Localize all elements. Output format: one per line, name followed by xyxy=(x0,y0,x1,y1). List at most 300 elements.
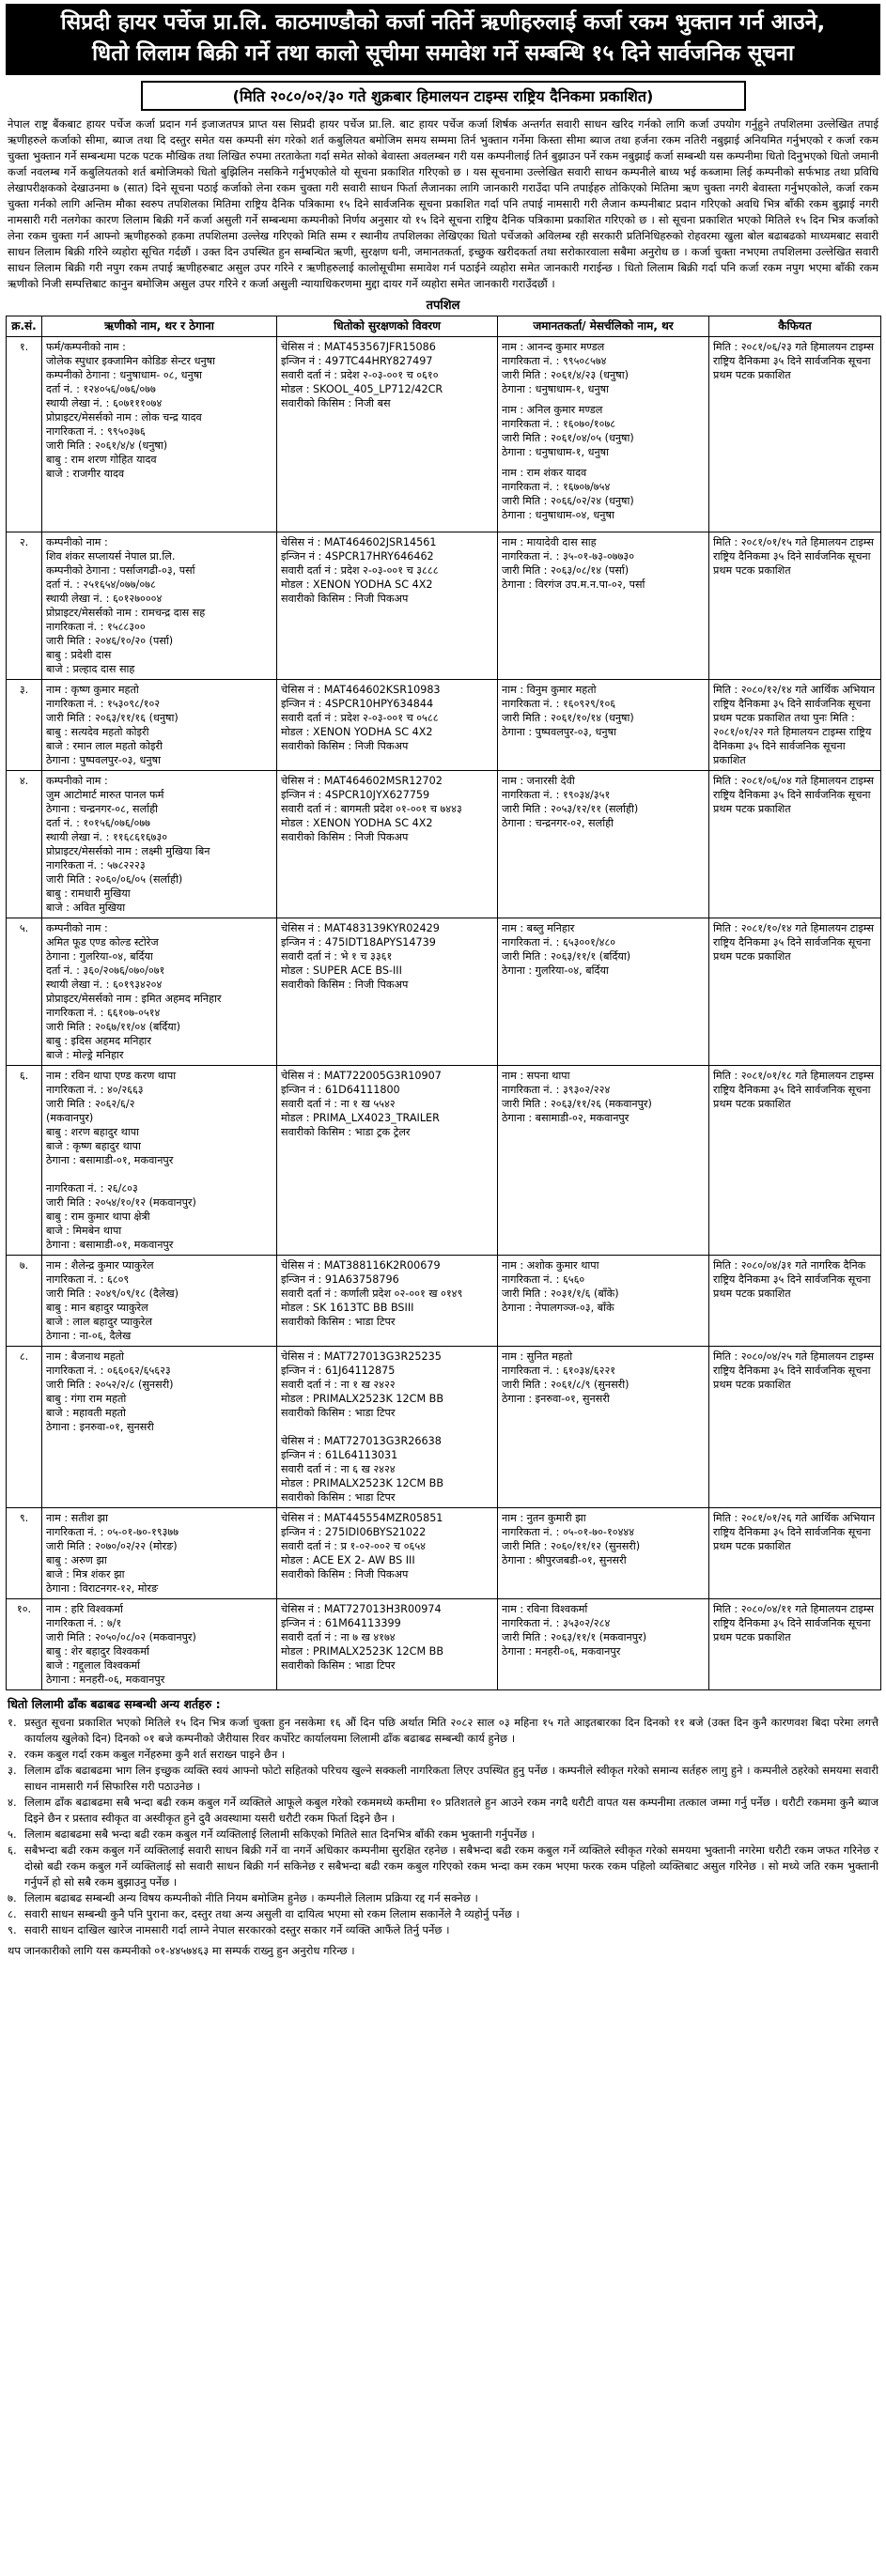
condition-text: सबैभन्दा बढी रकम कबुल गर्ने व्यक्तिलाई सवारी साधन बिक्री गर्ने वा नगर्ने अधिकार कम्पनीमा सुरक्षित रहनेछ । सबैभन्दा बढी रकम कबुल गर्ने व्यक्तिले स्वीकृत गरेको समयमा भुक्तानी नगरेमा धरौटी रकम जफत गरिनेछ र दोस्रो बढी रकम कबुल गर्ने व्यक्तिलाई सो सवारी साधन बिक्री गर्न सकिनेछ र सबैभन्दा बढी रकम कबुल गरिएको रकम भन्दा कम रकम भएमा फरक रकम पहिलो व्यक्तिबाट असुल गरिनेछ । सो मध्ये जति रकम भुक्तानी गर्नुपर्ने हो सो सबै रकम बुझाउनु पर्नेछ । xyxy=(24,1843,878,1889)
collateral-line: इन्जिन नं : 4SPCR10JYX627759 xyxy=(281,789,430,801)
guarantor-line: नागरिकता नं. : १९०३४/३५१ xyxy=(502,789,611,801)
row-serial-number: १. xyxy=(7,337,42,532)
borrower-line: बाबु : सत्यदेव महतो कोइरी xyxy=(46,726,149,738)
row-serial-number: ७. xyxy=(7,1256,42,1347)
guarantor-line: ठेगाना : धनुषाधाम-१, धनुषा xyxy=(502,446,610,458)
borrower-line: स्थायी लेखा नं. : ६०१९३४२०४ xyxy=(46,979,163,991)
collateral-line: मोडल : PRIMALX2523K 12CM BB xyxy=(281,1393,444,1405)
collateral-line: इन्जिन नं : 475IDT18APYS14739 xyxy=(281,936,436,949)
condition-item xyxy=(8,1827,878,1843)
condition-number: २. xyxy=(8,1748,17,1761)
condition-number: ९. xyxy=(8,1923,17,1936)
guarantor-cell xyxy=(498,918,709,1066)
guarantor-line: नागरिकता नं. : ६५३००१/४८० xyxy=(502,936,616,949)
collateral-line: सवारीको किसिम : भाडा टिपर xyxy=(281,1407,396,1419)
table-row xyxy=(7,1066,881,1256)
borrower-cell xyxy=(42,1066,277,1256)
borrower-line: नागरिकता नं. : ६६१०७-०५१४ xyxy=(46,1007,161,1019)
borrower-line xyxy=(46,1167,272,1181)
borrower-line: बाजे : मिमबेन थापा xyxy=(46,1225,122,1237)
guarantor-line: जारी मिति : २०६६/०२/२४ (धनुषा) xyxy=(502,495,634,507)
collateral-line: इन्जिन नं : 61L64113031 xyxy=(281,1449,398,1461)
remarks-cell: मिति : २०८१/१०/१४ गते हिमालयन टाइम्स राष्ट्रिय दैनिकमा ३५ दिने सार्वजनिक सूचना प्रथम पटक प्रकाशित xyxy=(709,918,881,1066)
collateral-line xyxy=(281,1420,493,1434)
borrower-line: कम्पनीको ठेगाना : पर्साजगढी-०३, पर्सा xyxy=(46,564,195,577)
condition-text: लिलाम बढाबढमा सबै भन्दा बढी रकम कबुल गर्ने व्यक्तिलाई लिलामी सकिएको मितिले सात दिनभित्र बाँकी रकम भुक्तानी गर्नुपर्नेछ । xyxy=(24,1828,536,1841)
guarantor-line: नागरिकता नं. : १६०९२९/१०६ xyxy=(502,698,616,710)
condition-text: सवारी साधन सम्बन्धी कुनै पनि पुराना कर, दस्तुर तथा अन्य असुली वा दायित्व भएमा सो रकम लिलाम सकार्नेले नै व्यहोर्नु पर्नेछ । xyxy=(24,1907,520,1920)
row-serial-number: ४. xyxy=(7,771,42,918)
borrower-line: नागरिकता नं. : १५३०९८/१०२ xyxy=(46,698,161,710)
details-table xyxy=(6,316,881,1690)
table-row xyxy=(7,680,881,771)
guarantor-block xyxy=(502,1350,705,1406)
borrower-cell xyxy=(42,771,277,918)
borrower-line: ठेगाना : चन्द्रनगर-०८, सर्लाही xyxy=(46,803,158,815)
guarantor-cell xyxy=(498,1256,709,1347)
borrower-line: जारी मिति : २०५२/२/८ (सुनसरी) xyxy=(46,1379,174,1391)
guarantor-line: जारी मिति : २०५३/१२/११ (सर्लाही) xyxy=(502,803,639,815)
guarantor-line: नाम : विनुम कुमार महतो xyxy=(502,684,597,696)
guarantor-block xyxy=(502,774,705,830)
collateral-line: चेसिस नं : MAT722005G3R10907 xyxy=(281,1070,442,1082)
col-header-guarantor: जमानतकर्ता/ मेसर्चलिको नाम, थर xyxy=(498,316,709,337)
table-row xyxy=(7,1347,881,1508)
table-header-row xyxy=(7,316,881,337)
collateral-line: इन्जिन नं : 497TC44HRY827497 xyxy=(281,355,433,367)
collateral-line: इन्जिन नं : 4SPCR17HRY646462 xyxy=(281,550,434,563)
collateral-line: सवारी दर्ता नं : प्रदेश २-०३-००१ च ०६१० xyxy=(281,369,439,381)
condition-item xyxy=(8,1843,878,1890)
collateral-line: इन्जिन नं : 275IDI06BYS21022 xyxy=(281,1526,427,1538)
condition-number: ८. xyxy=(8,1907,17,1920)
borrower-line: (मकवानपुर) xyxy=(46,1112,94,1124)
borrower-cell xyxy=(42,680,277,771)
collateral-line: चेसिस नं : MAT464602JSR14561 xyxy=(281,536,437,548)
borrower-line: बाबु : राम कुमार थापा क्षेत्री xyxy=(46,1211,150,1223)
collateral-line: चेसिस नं : MAT727013G3R26638 xyxy=(281,1435,442,1447)
collateral-line: सवारीको किसिम : भाडा टिपर xyxy=(281,1659,396,1672)
borrower-line: स्थायी लेखा नं. : ६०१२७०००४ xyxy=(46,593,163,605)
header-line-1: सिप्रदी हायर पर्चेज प्रा.लि. काठमाण्डौको कर्जा नतिर्ने ऋणीहरुलाई कर्जा रकम भुक्तान गर्न आउने, xyxy=(60,10,826,35)
collateral-line: सवारीको किसिम : भाडा टिपर xyxy=(281,1316,396,1328)
guarantor-line: ठेगाना : इनरुवा-०१, सुनसरी xyxy=(502,1393,610,1405)
guarantor-line: जारी मिति : २०६१/४/२३ (धनुषा) xyxy=(502,369,629,381)
condition-text: लिलाम ढाँक बढाबढमा सबै भन्दा बढी रकम कबुल गर्ने व्यक्तिले आफूले कबुल गरेको रकममध्ये कम्तीमा १० प्रतिशतले हुन आउने रकम नगदै धरौटी वापत यस कम्पनीमा तत्काल जम्मा गर्नु पर्नेछ । धरौटी रकममा कुनै ब्याज दिइने छैन र प्रस्ताव स्वीकृत वा अस्वीकृत हुने दुवै अवस्थामा यसरी धरौटी रकम फिर्ता दिइने छैन । xyxy=(24,1796,878,1825)
borrower-line: ठेगाना : बसामाडी-०१, मकवानपुर xyxy=(46,1239,174,1251)
collateral-line: इन्जिन नं : 4SPCR10HPY634844 xyxy=(281,698,434,710)
guarantor-line: नाम : नुतन कुमारी झा xyxy=(502,1512,586,1524)
guarantor-cell xyxy=(498,771,709,918)
guarantor-line: ठेगाना : धनुषाधाम-०४, धनुषा xyxy=(502,509,614,521)
guarantor-block xyxy=(502,1069,705,1125)
guarantor-block xyxy=(502,921,705,978)
collateral-line: चेसिस नं : MAT464602KSR10983 xyxy=(281,684,441,696)
guarantor-line: नाम : अशोक कुमार थापा xyxy=(502,1259,599,1272)
collateral-line: सवारीको किसिम : निजी पिकअप xyxy=(281,1568,409,1581)
borrower-line: बाबु : शेर बहादुर विश्वकर्मा xyxy=(46,1645,149,1658)
collateral-line: इन्जिन नं : 61J64112875 xyxy=(281,1365,396,1377)
table-row xyxy=(7,918,881,1066)
borrower-line: बाजे : महावती महतो xyxy=(46,1407,126,1419)
guarantor-line: जारी मिति : २०६१/०४/०५ (धनुषा) xyxy=(502,432,634,444)
borrower-line: प्रोप्राइटर/मेसर्सको नाम : रामचन्द्र दास सह xyxy=(46,607,206,619)
borrower-line: बाबु : मान बहादुर प्याकुरेल xyxy=(46,1302,148,1314)
borrower-line: बाजे : राजगीर यादव xyxy=(46,468,125,480)
borrower-line: दर्ता नं. : १२४०५६/०७६/०७७ xyxy=(46,383,156,395)
condition-text: प्रस्तुत सूचना प्रकाशित भएको मितिले १५ दिन भित्र कर्जा चुक्ता हुन नसकेमा १६ औं दिन पछि अर्थात मिति २०८२ साल ०३ महिना १५ गते आइतबारका दिन दिनको ११ बजे (उक्त दिन कुनै कारणवश बिदा परेमा लगत्तै कार्यालय खुलेको दिन) दिनको ०१ बजे कम्पनीको जैरीयास रिवर कर्पोरेट कार्यालयमा लिलामी ढाँक बढाबढ सम्बन्धी कार्य हुनेछ । xyxy=(24,1716,878,1745)
collateral-cell xyxy=(277,532,498,680)
guarantor-line: नाम : जनारसी देवी xyxy=(502,775,575,787)
borrower-line: बाबु : अरुण झा xyxy=(46,1554,107,1566)
condition-number: १. xyxy=(8,1716,17,1729)
borrower-line: बाबु : गंगा राम महतो xyxy=(46,1393,127,1405)
condition-text: लिलाम ढाँक बढाबढमा भाग लिन इच्छुक व्यक्ति स्वयं आफ्नो फोटो सहितको परिचय खुल्ने सक्कली नागरिकता लिएर उपस्थित हुनु पर्नेछ । कम्पनीले स्वीकृत गरेको समान्य सर्तहरु लागु हुने । कम्पनीले ठहरेको समयमा सवारी साधन नामसारी गर्न सिफारिस गरी पठाउनेछ । xyxy=(24,1764,878,1793)
borrower-line: बाबु : रामधारी मुखिया xyxy=(46,887,131,900)
guarantor-block xyxy=(502,403,705,459)
borrower-line: कम्पनीको नाम : xyxy=(46,922,108,934)
condition-text: लिलाम बढाबढ सम्बन्धी अन्य विषय कम्पनीको नीति नियम बमोजिम हुनेछ । कम्पनीले लिलाम प्रक्रिया रद्द गर्न सक्नेछ । xyxy=(24,1891,478,1905)
col-header-sn: क्र.सं. xyxy=(7,316,42,337)
remarks-cell: मिति : २०८१/०६/२३ गते हिमालयन टाइम्स राष्ट्रिय दैनिकमा ३५ दिने सार्वजनिक सूचना प्रथम पटक प्रकाशित xyxy=(709,337,881,532)
borrower-line: बाजे : मोल्ड्रे मनिहार xyxy=(46,1049,124,1061)
borrower-line: शिव शंकर सप्लायर्स नेपाल प्रा.लि. xyxy=(46,550,176,563)
borrower-line: जारी मिति : २०५०/०८/०२ (मकवानपुर) xyxy=(46,1631,196,1643)
row-serial-number: ९. xyxy=(7,1508,42,1599)
borrower-cell xyxy=(42,1347,277,1508)
collateral-line: सवारीको किसिम : निजी पिकअप xyxy=(281,979,409,991)
guarantor-line: जारी मिति : २०६३/११/१ (मकवानपुर) xyxy=(502,1631,647,1643)
guarantor-cell xyxy=(498,532,709,680)
borrower-line: दर्ता नं. : २५१६५४/०७७/०७८ xyxy=(46,578,156,591)
collateral-line: मोडल : SUPER ACE BS-III xyxy=(281,964,402,977)
guarantor-line: नागरिकता नं. : ३९३०२/२२४ xyxy=(502,1084,611,1096)
remarks-cell: मिति : २०८१/०१/१८ गते हिमालयन टाइम्स राष्ट्रिय दैनिकमा ३५ दिने सार्वजनिक सूचना प्रथम पटक प्रकाशित xyxy=(709,1066,881,1256)
collateral-line: सवारीको किसिम : भाडा टिपर xyxy=(281,1491,396,1504)
footer-contact: थप जानकारीको लागि यस कम्पनीको ०१-४४५७४६३ मा सम्पर्क राख्नु हुन अनुरोध गरिन्छ । xyxy=(8,1944,355,1957)
collateral-cell xyxy=(277,1508,498,1599)
guarantor-line: नागरिकता नं. : ६१०३४/६२२१ xyxy=(502,1365,616,1377)
col-header-collateral: धितोको सुरक्षणको विवरण xyxy=(277,316,498,337)
borrower-line: दर्ता नं. : ३६०/२०७६/०७०/०७१ xyxy=(46,964,165,977)
borrower-line: ठेगाना : विराटनगर-१२, मोरङ xyxy=(46,1582,159,1595)
borrower-line: बाजे : अवित मुखिया xyxy=(46,902,126,914)
borrower-line: कम्पनीको नाम : xyxy=(46,775,108,787)
borrower-line: जारी मिति : २०६७/११/०४ (बर्दिया) xyxy=(46,1021,180,1033)
collateral-cell xyxy=(277,1347,498,1508)
guarantor-cell xyxy=(498,1347,709,1508)
guarantor-block xyxy=(502,340,705,396)
guarantor-line: ठेगाना : धनुषाधाम-१, धनुषा xyxy=(502,383,610,395)
col-header-borrower: ऋणीको नाम, थर र ठेगाना xyxy=(42,316,277,337)
borrower-line: नागरिकता नं. : ९९५०३७६ xyxy=(46,425,146,438)
borrower-line: ठेगाना : ना-०६, दैलेख xyxy=(46,1330,132,1342)
collateral-line: चेसिस नं : MAT464602MSR12702 xyxy=(281,775,443,787)
borrower-line: कम्पनीको ठेगाना : धनुषाधाम- ०८, धनुषा xyxy=(46,369,203,381)
guarantor-line: जारी मिति : २०६३/०८/१४ (पर्सा) xyxy=(502,564,630,577)
collateral-line: सवारी दर्ता नं : भे १ च ३३६१ xyxy=(281,950,393,963)
guarantor-block xyxy=(502,1258,705,1315)
guarantor-line: नागरिकता नं. : १६७०७/७५४ xyxy=(502,481,611,493)
collateral-line: सवारी दर्ता नं : ना ६ ख २४२४ xyxy=(281,1463,396,1475)
guarantor-cell xyxy=(498,1508,709,1599)
collateral-line: मोडल : SKOOL_405_LP712/42CR xyxy=(281,383,443,395)
guarantor-line: ठेगाना : गुलरिया-०४, बर्दिया xyxy=(502,964,609,977)
row-serial-number: ३. xyxy=(7,680,42,771)
guarantor-line: नागरिकता नं. : ६५६० xyxy=(502,1273,585,1286)
guarantor-line: नागरिकता नं. : ९९५०८५७४ xyxy=(502,355,607,367)
remarks-cell: मिति : २०८०/०४/११ गते हिमालयन टाइम्स राष्ट्रिय दैनिकमा ३५ दिने सार्वजनिक सूचना प्रथम पटक प्रकाशित xyxy=(709,1599,881,1690)
borrower-line: जुम आटोमार्ट मारुत पानल फर्म xyxy=(46,789,164,801)
condition-number: ७. xyxy=(8,1891,17,1905)
borrower-line: प्रोप्राइटर/मेसर्सको नाम : लक्ष्मी मुखिया बिन xyxy=(46,845,210,857)
table-body xyxy=(7,337,881,1690)
guarantor-block xyxy=(502,1602,705,1658)
borrower-line: नागरिकता नं. : २६/८०३ xyxy=(46,1182,138,1195)
borrower-line: जारी मिति : २०६०/०६/०५ (सर्लाही) xyxy=(46,873,183,886)
collateral-line: चेसिस नं : MAT727013G3R25235 xyxy=(281,1350,442,1363)
collateral-cell xyxy=(277,680,498,771)
collateral-cell xyxy=(277,1066,498,1256)
collateral-cell xyxy=(277,1256,498,1347)
collateral-cell xyxy=(277,1599,498,1690)
notice-header xyxy=(6,4,880,75)
borrower-line: जारी मिति : २०६२/६/२ xyxy=(46,1098,135,1110)
guarantor-line: ठेगाना : चन्द्रनगर-०२, सर्लाही xyxy=(502,817,614,829)
table-row xyxy=(7,1599,881,1690)
borrower-line: जोलेक स्पुधार इक्जामिन कोडिङ सेन्टर धनुषा xyxy=(46,355,216,367)
borrower-cell xyxy=(42,1599,277,1690)
condition-number: ६. xyxy=(8,1843,17,1857)
borrower-line: फर्म/कम्पनीको नाम : xyxy=(46,341,126,353)
remarks-cell: मिति : २०८१/०१/१५ गते हिमालयन टाइम्स राष्ट्रिय दैनिकमा ३५ दिने सार्वजनिक सूचना प्रथम पटक प्रकाशित xyxy=(709,532,881,680)
borrower-line: ठेगाना : गुलरिया-०४, बर्दिया xyxy=(46,950,153,963)
collateral-line: सवारी दर्ता नं : प्रदेश २-०३-००१ च ०५८८ xyxy=(281,712,439,724)
condition-text: सवारी साधन दाखिल खारेज नामसारी गर्दा लाग्ने नेपाल सरकारको दस्तुर सकार गर्ने व्यक्ति आफैंले तिर्नु पर्नेछ । xyxy=(24,1923,450,1936)
guarantor-line: नाम : बब्लु मनिहार xyxy=(502,922,575,934)
header-line-2: धितो लिलाम बिक्री गर्ने तथा कालो सूचीमा समावेश गर्ने सम्बन्धि १५ दिने सार्वजनिक सूचना xyxy=(92,41,794,66)
guarantor-line: ठेगाना : मनहरी-०६, मकवानपुर xyxy=(502,1645,621,1658)
guarantor-line: जारी मिति : २०६१/१०/१४ (धनुषा) xyxy=(502,712,634,724)
borrower-line: बाबु : शरण बहादुर थापा xyxy=(46,1126,139,1138)
col-header-remarks: कैफियत xyxy=(709,316,881,337)
borrower-line: स्थायी लेखा नं. : ११६८६१६७३० xyxy=(46,831,168,843)
collateral-line: इन्जिन नं : 91A63758796 xyxy=(281,1273,399,1286)
borrower-cell xyxy=(42,337,277,532)
table-row xyxy=(7,1508,881,1599)
borrower-line: नाम : रविन थापा एण्ड करण थापा xyxy=(46,1070,177,1082)
remarks-cell: मिति : २०८०/०४/२५ गते हिमालयन टाइम्स राष्ट्रिय दैनिकमा ३५ दिने सार्वजनिक सूचना प्रथम पटक प्रकाशित xyxy=(709,1347,881,1508)
guarantor-cell xyxy=(498,680,709,771)
condition-item xyxy=(8,1763,878,1795)
collateral-line: सवारी दर्ता नं : ना ७ ख ४१७४ xyxy=(281,1631,396,1643)
condition-item xyxy=(8,1890,878,1906)
borrower-line: कम्पनीको नाम : xyxy=(46,536,108,548)
borrower-line: नागरिकता नं. : ४०/२६६३ xyxy=(46,1084,144,1096)
collateral-line: मोडल : XENON YODHA SC 4X2 xyxy=(281,817,433,829)
borrower-line: नागरिकता नं. : ७/१ xyxy=(46,1617,122,1629)
row-serial-number: ८. xyxy=(7,1347,42,1508)
guarantor-line: जारी मिति : २०६३/११/१ (बर्दिया) xyxy=(502,950,631,963)
table-caption: तपशिल xyxy=(426,299,460,313)
borrower-line: जारी मिति : २०६१/४/४ (धनुषा) xyxy=(46,440,168,452)
borrower-line: ठेगाना : इनरुवा-०१, सुनसरी xyxy=(46,1421,154,1433)
guarantor-line: नाम : आनन्द कुमार मण्डल xyxy=(502,341,605,353)
collateral-line: चेसिस नं : MAT453567JFR15086 xyxy=(281,341,436,353)
collateral-line: सवारीको किसिम : निजी बस xyxy=(281,397,391,409)
borrower-line: जारी मिति : २०४६/१०/२० (पर्सा) xyxy=(46,635,174,647)
guarantor-line: जारी मिति : २०३१/१/६ (बाँके) xyxy=(502,1288,619,1300)
collateral-line: सवारी दर्ता नं : बागमती प्रदेश ०१-००१ च ७४४३ xyxy=(281,803,462,815)
remarks-cell: मिति : २०८१/०१/२६ गते आर्थिक अभियान राष्ट्रिय दैनिकमा ३५ दिने सार्वजनिक सूचना प्रथम पटक प्रकाशित xyxy=(709,1508,881,1599)
guarantor-line: ठेगाना : श्रीपुरजबडी-०१, सुनसरी xyxy=(502,1554,627,1566)
borrower-line: नागरिकता नं. : १५८८३०० xyxy=(46,621,146,633)
collateral-line: मोडल : PRIMA_LX4023_TRAILER xyxy=(281,1112,440,1124)
guarantor-line: नागरिकता नं. : ३५-०१-७३-०७७३० xyxy=(502,550,635,563)
condition-item xyxy=(8,1795,878,1827)
condition-number: ४. xyxy=(8,1796,17,1809)
guarantor-line: ठेगाना : नेपालगञ्ज-०३, बाँके xyxy=(502,1302,614,1314)
borrower-line: दर्ता नं. : १०१५६/०७६/०७७ xyxy=(46,817,150,829)
borrower-line: बाजे : मित्र शंकर झा xyxy=(46,1568,125,1581)
borrower-line: जारी मिति : २०६३/११/१६ (धनुषा) xyxy=(46,712,179,724)
collateral-line: मोडल : XENON YODHA SC 4X2 xyxy=(281,578,433,591)
borrower-line: ठेगाना : पुष्पवलपुर-०३, धनुषा xyxy=(46,754,161,766)
table-row xyxy=(7,337,881,532)
guarantor-line: जारी मिति : २०६३/११/२६ (मकवानपुर) xyxy=(502,1098,652,1110)
collateral-line: मोडल : PRIMALX2523K 12CM BB xyxy=(281,1477,444,1489)
borrower-cell xyxy=(42,1508,277,1599)
borrower-line: प्रोप्राइटर/मेसर्सको नाम : इमित अहमद मनिहार xyxy=(46,993,222,1005)
collateral-line: सवारी दर्ता नं : प्र १-०२-००२ च ०६५४ xyxy=(281,1540,426,1552)
table-row xyxy=(7,532,881,680)
condition-item xyxy=(8,1922,878,1938)
borrower-line: नाम : शैलेन्द्र कुमार प्याकुरेल xyxy=(46,1259,154,1272)
collateral-cell xyxy=(277,918,498,1066)
collateral-line: चेसिस नं : MAT388116K2R00679 xyxy=(281,1259,441,1272)
borrower-cell xyxy=(42,532,277,680)
borrower-line: प्रोप्राइटर/मेसर्सको नाम : लोक चन्द्र यादव xyxy=(46,411,202,424)
row-serial-number: ५. xyxy=(7,918,42,1066)
condition-item xyxy=(8,1906,878,1922)
borrower-line: बाजे : लाल बहादुर प्याकुरेल xyxy=(46,1316,152,1328)
borrower-line: नाम : हरि विश्वकर्मा xyxy=(46,1603,123,1615)
borrower-line: नाम : सतीश झा xyxy=(46,1512,109,1524)
condition-number: ३. xyxy=(8,1764,17,1777)
collateral-line: सवारीको किसिम : निजी पिकअप xyxy=(281,593,409,605)
borrower-line: बाजे : कृष्ण बहादुर थापा xyxy=(46,1140,141,1152)
collateral-line: मोडल : SK 1613TC BB BSIII xyxy=(281,1302,414,1314)
borrower-line: बाबु : प्रदेशी दास xyxy=(46,649,112,661)
collateral-line: सवारी दर्ता नं : ना १ ख ५५४२ xyxy=(281,1098,396,1110)
collateral-line: सवारी दर्ता नं : कर्णाली प्रदेश ०२-००१ ख ०१४९ xyxy=(281,1288,463,1300)
borrower-line: जारी मिति : २०५४/१०/१२ (मकवानपुर) xyxy=(46,1196,196,1209)
remarks-cell: मिति : २०८१/०६/०४ गते हिमालयन टाइम्स राष्ट्रिय दैनिकमा ३५ दिने सार्वजनिक सूचना प्रथम पटक प्रकाशित xyxy=(709,771,881,918)
remarks-cell: मिति : २०८०/१२/१४ गते आर्थिक अभियान राष्ट्रिय दैनिकमा ३५ दिने सार्वजनिक सूचना प्रथम पटक प्रकाशित तथा पुनः मिति : २०८१/०१/२२ गते हिमालयन टाइम्स राष्ट्रिय दैनिकमा ३५ दिने सार्वजनिक सूचना प्रकाशित xyxy=(709,680,881,771)
borrower-line: बाजे : रमान लाल महतो कोइरी xyxy=(46,740,163,752)
collateral-line: चेसिस नं : MAT445554MZR05851 xyxy=(281,1512,443,1524)
row-serial-number: १०. xyxy=(7,1599,42,1690)
collateral-line: सवारीको किसिम : निजी पिकअप xyxy=(281,740,409,752)
collateral-line: मोडल : ACE EX 2- AW BS III xyxy=(281,1554,415,1566)
collateral-line: मोडल : XENON YODHA SC 4X2 xyxy=(281,726,433,738)
remarks-cell: मिति : २०८०/०४/३१ गते नागरिक दैनिक राष्ट्रिय दैनिकमा ३५ दिने सार्वजनिक सूचना प्रथम पटक प्रकाशित xyxy=(709,1256,881,1347)
guarantor-line: नागरिकता नं. : ०५-०१-७०-१०४४४ xyxy=(502,1526,635,1538)
guarantor-cell xyxy=(498,1066,709,1256)
collateral-line: चेसिस नं : MAT727013H3R00974 xyxy=(281,1603,442,1615)
guarantor-line: जारी मिति : २०६१/८/९ (सुनसरी) xyxy=(502,1379,630,1391)
borrower-line: अमित फूड एण्ड कोल्ड स्टोरेज xyxy=(46,936,159,949)
row-serial-number: २. xyxy=(7,532,42,680)
collateral-cell xyxy=(277,771,498,918)
collateral-line: इन्जिन नं : 61D64111800 xyxy=(281,1084,400,1096)
guarantor-block xyxy=(502,683,705,739)
borrower-line: नागरिकता नं. : ५७८२२२३ xyxy=(46,859,146,872)
guarantor-line: जारी मिति : २०६०/११/१२ (सुनसरी) xyxy=(502,1540,641,1552)
collateral-line: चेसिस नं : MAT483139KYR02429 xyxy=(281,922,440,934)
collateral-cell xyxy=(277,337,498,532)
row-serial-number: ६. xyxy=(7,1066,42,1256)
borrower-line: ठेगाना : मनहरी-०६, मकवानपुर xyxy=(46,1674,165,1686)
guarantor-cell xyxy=(498,337,709,532)
condition-number: ५. xyxy=(8,1828,17,1841)
guarantor-line: नाम : राम शंकर यादव xyxy=(502,467,587,479)
borrower-line: नागरिकता नं. : ६८०९ xyxy=(46,1273,130,1286)
conditions-title: धितो लिलामी ढाँक बढाबढ सम्बन्धी अन्य शर्तहरु : xyxy=(8,1697,221,1711)
collateral-line: सवारी दर्ता नं : प्रदेश २-०३-००१ च ३८८८ xyxy=(281,564,439,577)
intro-paragraph: नेपाल राष्ट्र बैंकबाट हायर पर्चेज कर्जा प्रदान गर्न इजाजतपत्र प्राप्त यस सिप्रदी हायर पर्चेज प्रा.लि. बाट हायर पर्चेज कर्जा शिर्षक अन्तर्गत सवारी साधन खरिद गर्नको लागि कर्जा उपयोग गर्नुहुने तपशिलमा उल्लेखित तपाई ऋणीहरुले कर्जाको सीमा, ब्याज तथा दि दस्तुर समेत यस कम्पनी संग गरेको शर्त कबुलियत बमोजिम समय सम्ममा तिर्न भुक्तान गर्नेमा किस्ता सीमा ब्याज तथा हर्जना रकम नतिरी नबुझाई अनियमित गर्नुभएको र कर्जा रकम चुक्ता भुक्तान गर्ने सम्बन्धमा पटक पटक मौखिक तथा लिखित रुपमा तरताकेता गर्दा समेत सोको बेवास्ता अवलम्बन गरी यस कम्पनीलाई तिर्न बुझाउन पर्ने रकम नबुझाई कर्जा सम्बन्धी यस कम्पनीमा धितो दिनुभएको धितो जमानी कर्जा नवलम्ब गर्ने कबुलियतको शर्त बमोजिमको धितो बुझिलिन नसकिने गर्नुभएकोले यो सूचना प्रकाशित गरिएको छ । यस सूचनामा उल्लेखित सवारी साधन कम्पनीले बाध्य भई कब्जामा लिई कम्पनीको सर्फभाड तथा प्रविधि लेखापरीक्षकको देखाउनमा ७ (सात) दिने सूचना पठाई कर्जाको लेना रकम चुक्ता गरी सवारी साधन फिर्ता लैजानका लागि जानकारी गराउँदा पनि तपाईहरु तोकिएको मितिमा ऋण चुक्ता नगरी बेवास्ता गर्नुभएकोले, कर्जा रकम चुक्ता गर्नको लागि अन्तिम मौका स्वरुप तपशिलका मितिमा राष्ट्रिय दैनिक पत्रिकामा १५ दिने सार्वजनिक सूचना प्रकाशित गर्दा पनि तपाई नामसारी गरी लैजान कम्पनीबाट प्रदान गरिएको अवधि भित्र बाँकी रकम बुझाई नगरी नामसारी गरी नलगेका कारण लिलाम बिक्री गर्ने कर्जा असुली गर्ने सम्बन्धमा कम्पनीको निर्णय अनुसार यो १५ दिने सूचना राष्ट्रिय दैनिक पत्रिकामा प्रकाशित गरिएको छ । सो सूचना प्रकाशित भएको मितिले १५ दिन भित्र कर्जाको लेना रकम चुक्ता गर्न आफ्नो ऋणीहरुको हकमा तपशिलमा उल्लेख गरिएको मिति सम्म र स्थानीय तपशिलका लेखिएका धितो पर्चेजको अविलम्ब रही सरकारी प्रतिनिधिहरुको रोहवरमा खुला बोल बढाबढको माध्यमबाट सवारी साधन लिलाम बिक्री गरिने व्यहोरा सूचित गर्दछौं । उक्त दिन उपस्थित हुन सम्बन्धित ऋणी, सुरक्षण धनी, जमानतकर्ता, इच्छुक खरीदकर्ता तथा सरोकारवाला सबैमा अनुरोध छ । कर्जा चुक्ता नभएमा तपशिलमा उल्लेखित सवारी साधन लिलाम बिक्री गरी नपुग रकम तपाई ऋणीहरुबाट असुल उपर गरिने र ऋणीहरुलाई कालोसूचीमा समावेश गर्न पठाईने व्यहोरा समेत जानकारी गराईन्छ । धितो लिलाम बिक्री गर्दा पनि कर्जा रकम नपुग भएमा बाँकी रकम ऋणीको निजी सम्पत्तिबाट कानुन बमोजिम असुल उपर गरिने र कर्जा असुली न्यायाधिकरणमा मुद्दा दायर गर्ने व्यहोरा समेत जानकारी गराउँदछौं । xyxy=(8,117,878,290)
collateral-line: इन्जिन नं : 61M64113399 xyxy=(281,1617,401,1629)
borrower-line: जारी मिति : २०७०/०२/२२ (मोरङ) xyxy=(46,1540,178,1552)
collateral-line: मोडल : PRIMALX2523K 12CM BB xyxy=(281,1645,444,1658)
publication-subtitle: (मिति २०८०/०२/३० गते शुक्रबार हिमालयन टाइम्स राष्ट्रिय दैनिकमा प्रकाशित) xyxy=(141,81,746,111)
guarantor-line: नाम : अनिल कुमार मण्डल xyxy=(502,404,603,416)
condition-item xyxy=(8,1715,878,1747)
guarantor-line: नागरिकता नं. : ३५३०२/२८४ xyxy=(502,1617,611,1629)
guarantor-line: नाम : सपना थापा xyxy=(502,1070,570,1082)
guarantor-line: नाम : सुनित महतो xyxy=(502,1350,573,1363)
collateral-line: सवारी दर्ता नं : ना १ ख २४२२ xyxy=(281,1379,396,1391)
borrower-cell xyxy=(42,918,277,1066)
conditions-list xyxy=(8,1715,878,1938)
borrower-line: नागरिकता नं. : ०५-०१-७०-१९३७७ xyxy=(46,1526,179,1538)
borrower-line: जारी मिति : २०४९/०९/१८ (दैलेख) xyxy=(46,1288,179,1300)
borrower-line: बाबु : राम शरण गोहित यादव xyxy=(46,454,157,466)
guarantor-line: ठेगाना : बसामाडी-०२, मकवानपुर xyxy=(502,1112,630,1124)
collateral-line: सवारीको किसिम : भाडा ट्रक ट्रेलर xyxy=(281,1126,411,1138)
borrower-line: नाम : बैजनाथ महतो xyxy=(46,1350,125,1363)
borrower-line: ठेगाना : बसामाडी-०१, मकवानपुर xyxy=(46,1154,174,1166)
borrower-line: स्थायी लेखा नं. : ६०७१११०७४ xyxy=(46,397,163,409)
guarantor-line: ठेगाना : पुष्पवलपुर-०३, धनुषा xyxy=(502,726,616,738)
collateral-line: सवारीको किसिम : निजी पिकअप xyxy=(281,831,409,843)
table-row xyxy=(7,1256,881,1347)
guarantor-line: नागरिकता नं. : १६०७०/१०७८ xyxy=(502,418,616,430)
condition-item xyxy=(8,1747,878,1763)
guarantor-block xyxy=(502,1511,705,1567)
guarantor-block xyxy=(502,535,705,592)
guarantor-line: नाम : मायादेवी दास साह xyxy=(502,536,597,548)
condition-text: रकम कबुल गर्दा रकम कबुल गर्नेहरुमा कुनै शर्त सराख्न पाइने छैन । xyxy=(24,1748,286,1761)
guarantor-block xyxy=(502,466,705,522)
table-row xyxy=(7,771,881,918)
borrower-line: नागरिकता नं. : ०६६०६२/६५६२३ xyxy=(46,1365,171,1377)
borrower-line: नाम : कृष्ण कुमार महतो xyxy=(46,684,139,696)
guarantor-line: नाम : रविना विश्वकर्मा xyxy=(502,1603,588,1615)
borrower-line: बाबु : इदिस अहमद मनिहार xyxy=(46,1035,151,1047)
guarantor-cell xyxy=(498,1599,709,1690)
borrower-line: बाजे : गद्दुलाल विश्वकर्मा xyxy=(46,1659,141,1672)
